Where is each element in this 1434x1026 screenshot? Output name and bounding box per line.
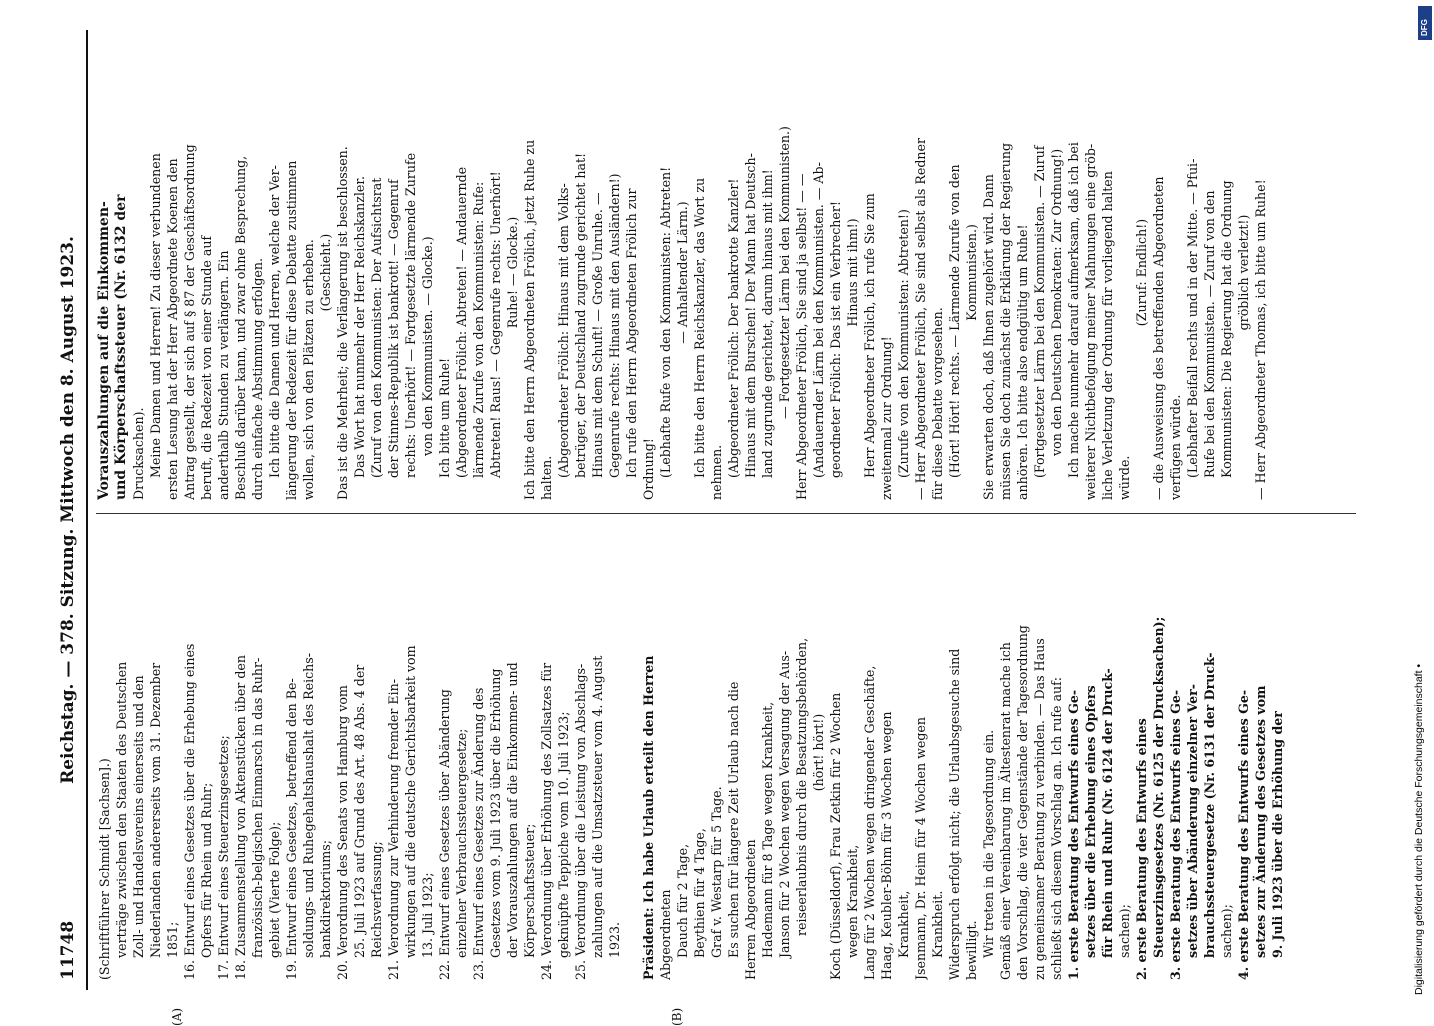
text-line: Hinaus mit ihm!)	[845, 218, 860, 327]
text-line: 1. erste Beratung des Entwurfs eines Ge-	[1066, 689, 1081, 980]
text-line: Körperschaftssteuer;	[522, 823, 537, 958]
text-line: (Geschieht.)	[318, 233, 333, 312]
margin-mark-a: (A)	[170, 1007, 184, 1026]
text-line: Kommunisten: Die Regierung hat die Ordnung	[1219, 180, 1234, 478]
text-line: Das Wort hat nunmehr der Herr Reichskanzler.	[352, 176, 367, 478]
text-line: (Abgeordneter Frölich: Hinaus mit dem Volks-	[556, 183, 571, 478]
header-title: Reichstag. — 378. Sitzung. Mittwoch den 8. August 1923.	[58, 236, 78, 784]
text-line: 1923.	[607, 921, 622, 958]
text-line: einzelner Verbrauchssteuergesetze;	[454, 728, 469, 958]
text-line: beruft, die Redezeit von einer Stunde auf	[199, 235, 214, 500]
text-line: 24. Verordnung über Erhöhung des Zollsatzes für	[539, 662, 554, 980]
text-line: (Hört! Hört! rechts. — Lärmende Zurufe von den	[947, 164, 962, 478]
text-line: (Zurufe von den Kommunisten: Abtreten!)	[896, 209, 911, 478]
text-line: Herr Abgeordneter Frölich, ich rufe Sie zum	[862, 193, 877, 478]
text-line: der Vorauszahlungen auf die Einkommen- und	[505, 662, 520, 958]
text-line: geordneter Frölich: Das ist ein Verbrecher!	[828, 201, 843, 478]
text-line: weiterer Nichtbefolgung meiner Mahnungen eine gröb-	[1083, 143, 1098, 500]
text-line: Gegenrufe rechts: Hinaus mit den Ausländern!)	[607, 173, 622, 478]
text-line: Krankheit,	[896, 890, 911, 958]
text-line: wollen, sich von den Plätzen zu erheben.	[301, 239, 316, 500]
text-line: von den Kommunisten. — Glocke.)	[420, 236, 435, 456]
text-line: durch einfache Abstimmung erfolgen.	[250, 258, 265, 500]
text-line: — die Ausweisung des betreffenden Abgeordneten	[1151, 176, 1166, 500]
text-line: land zugrunde gerichtet, darum hinaus mit ihm!	[760, 169, 775, 478]
text-line: ersten Lesung hat der Herr Abgeordnete Koenen den	[165, 158, 180, 500]
text-line: 22. Entwurf eines Gesetzes über Abänderung	[437, 689, 452, 980]
text-line: nehmen.	[709, 444, 724, 500]
text-line: 1851;	[165, 921, 180, 958]
text-line: (Fortgesetzter Lärm bei den Kommunisten. — Zuruf	[1032, 145, 1047, 478]
text-line: (Schriftführer Schmidt [Sachsen].)	[97, 758, 112, 980]
text-line: setzes über Abänderung einzelner Ver-	[1185, 684, 1200, 958]
text-line: Widerspruch erfolgt nicht; die Urlaubsgesuche sind	[947, 648, 962, 980]
text-line: und Körperschaftssteuer (Nr. 6132 der	[113, 194, 129, 500]
text-line: Vorauszahlungen auf die Einkommen-	[96, 201, 112, 500]
text-line: Rufe bei den Kommunisten. — Zuruf von den	[1202, 190, 1217, 478]
text-line: Gemäß einer Vereinbarung im Ältestenrat mache ich	[998, 642, 1013, 980]
dfg-logo-text: DFG	[1420, 19, 1429, 36]
text-line: 9. Juli 1923 über die Erhöhung der	[1270, 711, 1285, 958]
text-line: wirkungen auf die deutsche Gerichtsbarkeit vom	[403, 645, 418, 958]
text-line: (Andauernder Lärm bei den Kommunisten. — Ab-	[811, 162, 826, 478]
text-line: für Rhein und Ruhr (Nr. 6124 der Druck-	[1100, 668, 1115, 958]
text-line: anhören. Ich bitte also endgültig um Ruhe!	[1015, 224, 1030, 500]
text-line: Wir treten in die Tagesordnung ein.	[981, 729, 996, 958]
text-line: verfügen würde.	[1168, 394, 1183, 500]
text-line: setzes über die Erhebung eines Opfers	[1083, 685, 1098, 958]
text-line: — Herr Abgeordneter Frölich, Sie sind selbst als Redner	[913, 138, 928, 500]
text-line: müssen Sie doch zunächst die Erklärung der Regierung	[998, 142, 1013, 500]
text-line: Abgeordneten	[658, 889, 673, 980]
text-line	[623, 525, 640, 980]
text-line: Ruhe! — Glocke.)	[505, 216, 520, 329]
text-line: Herr Abgeordneter Frölich, Sie sind ja selbst! — —	[794, 173, 809, 500]
text-line: lärmende Zurufe von den Kommunisten: Rufe:	[471, 181, 486, 478]
text-line: Ich bitte den Herrn Abgeordneten Frölich, jetzt Ruhe zu	[522, 139, 537, 500]
text-line: — Herr Abgeordneter Thomas, ich bitte um Ruhe!	[1253, 179, 1268, 500]
text-line: 3. erste Beratung des Entwurfs eines Ge-	[1168, 689, 1183, 980]
text-line: 17. Entwurf eines Steuerzinsgesetzes;	[216, 735, 231, 980]
text-line: (Abgeordneter Frölich: Der bankrotte Kanzler!	[726, 178, 741, 478]
text-line: der Stinnes-Republik ist bankrott! — Gegenruf	[386, 179, 401, 478]
text-line: schließt sich diesem Vorschlag an. Ich rufe auf:	[1049, 677, 1064, 980]
digitization-note: Digitalisierung gefördert durch die Deutsche Forschungsgemeinschaft •	[1413, 663, 1425, 995]
text-line: gröblich verletzt!)	[1236, 214, 1251, 331]
text-line: (Lebhafte Rufe von den Kommunisten: Abtreten!	[658, 166, 673, 478]
text-line: Es suchen für längere Zeit Urlaub nach die	[726, 681, 741, 958]
text-line: — Fortgesetzter Lärm bei den Kommunisten.)	[777, 126, 792, 419]
text-line: — Anhaltender Lärm.)	[675, 201, 690, 344]
page-number: 11748	[58, 920, 78, 980]
column-divider	[96, 513, 1356, 514]
text-line: (Zuruf von den Kommunisten: Der Aufsichtsrat	[369, 177, 384, 478]
text-line: (Lebhafter Beifall rechts und in der Mitte. — Pfui-	[1185, 158, 1200, 478]
text-line: Beschluß darüber kann, und zwar ohne Besprechung,	[233, 155, 248, 500]
text-line: Graf v. Westarp für 5 Tage.	[709, 786, 724, 958]
text-line: Ordnung!	[641, 438, 656, 500]
text-line: 16. Entwurf eines Gesetzes über die Erhebung eines	[182, 643, 197, 980]
text-line: französisch-belgischen Einmarsch in das Ruhr-	[250, 657, 265, 958]
text-line: sachen);	[1117, 904, 1132, 958]
text-line: Präsident: Ich habe Urlaub erteilt den Herren	[641, 655, 656, 980]
dfg-logo	[1418, 6, 1432, 40]
text-line: 13. Juli 1923;	[420, 872, 435, 958]
text-line: 25. Verordnung über die Leistung von Abschlags-	[573, 663, 588, 980]
text-line: 19. Entwurf eines Gesetzes, betreffend den Be-	[284, 678, 299, 980]
text-line: Ich bitte den Herrn Reichskanzler, das Wort zu	[692, 177, 707, 478]
text-line: längerung der Redezeit für diese Debatte zustimmen	[284, 160, 299, 500]
text-line: verträge zwischen den Staaten des Deutschen	[114, 661, 129, 958]
text-line: soldungs- und Ruhegehaltshaushalt des Reichs-	[301, 653, 316, 958]
text-line: Opfers für Rhein und Ruhr;	[199, 782, 214, 958]
text-line: Gesetzes vom 9. Juli 1923 über die Erhöhung	[488, 668, 503, 958]
text-line: zweitenmal zur Ordnung!	[879, 336, 894, 500]
text-line: Kommunisten.)	[964, 224, 979, 321]
text-line: wegen Krankheit,	[845, 844, 860, 958]
text-line: zu gemeinsamer Beratung zu verbinden. — Das Haus	[1032, 638, 1047, 980]
text-line: brauchssteuergesetze (Nr. 6131 der Druck-	[1202, 652, 1217, 958]
text-line: von den Deutschen Demokraten: Zur Ordnung!)	[1049, 148, 1064, 456]
text-line: (Abgeordneter Frölich: Abtreten! — Andauernde	[454, 166, 469, 478]
text-line: reiseerlaubnis durch die Besatzungsbehörden,	[794, 637, 809, 936]
text-line: (hört! hört!)	[811, 713, 826, 792]
text-line: bankdirektoriums;	[318, 840, 333, 958]
text-line: rechts: Unerhört! — Fortgesetzte lärmende Zurufe	[403, 152, 418, 478]
text-line: bewilligt.	[964, 920, 979, 980]
text-line: Hinaus mit dem Burschen! Der Mann hat Deutsch-	[743, 153, 758, 478]
text-line: Sie erwarten doch, daß Ihnen zugehört wird. Dann	[981, 174, 996, 500]
text-line: zahlungen auf die Umsatzsteuer vom 4. August	[590, 655, 605, 958]
text-line: 25. Juli 1923 auf Grund des Art. 48 Abs. 4 der	[352, 664, 367, 958]
text-line: 23. Entwurf eines Gesetzes zur Änderung des	[471, 687, 486, 980]
left-text-column	[96, 525, 1286, 980]
text-line: den Vorschlag, die vier Gegenstände der Tagesordnung	[1015, 625, 1030, 980]
text-line: Lang für 2 Wochen wegen dringender Geschäfte,	[862, 665, 877, 980]
text-line: würde.	[1117, 455, 1132, 500]
text-line: 18. Zusammenstellung von Aktenstücken über den	[233, 655, 248, 980]
text-line: Beythien für 4 Tage,	[692, 828, 707, 958]
text-line: Das ist die Mehrheit; die Verlängerung ist beschlossen.	[335, 146, 350, 500]
text-line: 4. erste Beratung des Entwurfs eines Ge-	[1236, 689, 1251, 980]
text-line: Hademann für 8 Tage wegen Krankheit,	[760, 701, 775, 958]
text-line: Hinaus mit dem Schuft! — Große Unruhe. —	[590, 192, 605, 478]
right-text-column	[96, 45, 1269, 500]
text-line: Herren Abgeordneten	[743, 839, 758, 980]
text-line: Dauch für 2 Tage,	[675, 843, 690, 958]
text-line: geknüpfte Teppiche vom 10. Juli 1923;	[556, 711, 571, 958]
text-line: Drucksachen).	[131, 407, 146, 500]
text-line: setzes zur Änderung des Gesetzes vom	[1253, 685, 1268, 958]
text-line: Antrag gestellt, der sich auf § 87 der Geschäftsordnung	[182, 144, 197, 500]
text-line: Ich bitte um Ruhe!	[437, 357, 452, 478]
protocol-page	[50, 30, 1380, 1026]
text-line: Koch (Düsseldorf), Frau Zetkin für 2 Wochen	[828, 692, 843, 980]
text-line: 21. Verordnung zur Verhinderung fremder Ein-	[386, 679, 401, 980]
text-line: 20. Verordnung des Senats von Hamburg vom	[335, 685, 350, 980]
text-line: liche Verletzung der Ordnung für vorliegend halten	[1100, 171, 1115, 500]
text-line: Reichsverfassung;	[369, 841, 384, 958]
margin-mark-b: (B)	[670, 1007, 684, 1026]
text-line: Janson für 2 Wochen wegen Versagung der Aus-	[777, 650, 792, 958]
text-line: anderthalb Stunden zu verlängern. Ein	[216, 250, 231, 500]
text-line: betrüger, der Deutschland zugrunde gerichtet hat!	[573, 152, 588, 478]
text-line: halten.	[539, 455, 554, 500]
text-line: Krankheit.	[930, 890, 945, 958]
text-line: Zoll- und Handelsvereins einerseits und den	[131, 675, 146, 958]
text-line: Abtreten! Raus! — Gegenrufe rechts: Unerhört!	[488, 171, 503, 478]
text-line: Jsenmann, Dr. Heim für 4 Wochen wegen	[913, 717, 928, 980]
text-line: für diese Debatte vorgesehen.	[930, 307, 945, 500]
text-line: sachen);	[1219, 904, 1234, 958]
text-line: Meine Damen und Herren! Zu dieser verbundenen	[148, 153, 163, 478]
text-line: 2. erste Beratung des Entwurfs eines	[1134, 718, 1149, 980]
text-line: Steuerzinsgesetzes (Nr. 6125 der Drucksachen);	[1151, 616, 1166, 958]
page-header	[50, 30, 88, 990]
text-line: Ich bitte die Damen und Herren, welche der Ver-	[267, 165, 282, 478]
text-line: Haag, Keubler-Böhm für 3 Wochen wegen	[879, 711, 894, 980]
text-line: gebiet (Vierte Folge);	[267, 821, 282, 958]
text-line: Niederlanden andererseits vom 31. Dezember	[148, 662, 163, 958]
text-line: Ich rufe den Herrn Abgeordneten Frölich zur	[624, 188, 639, 478]
text-line: Ich mache nunmehr darauf aufmerksam, daß ich bei	[1066, 142, 1081, 478]
text-line: (Zuruf: Endlich!)	[1134, 218, 1149, 327]
